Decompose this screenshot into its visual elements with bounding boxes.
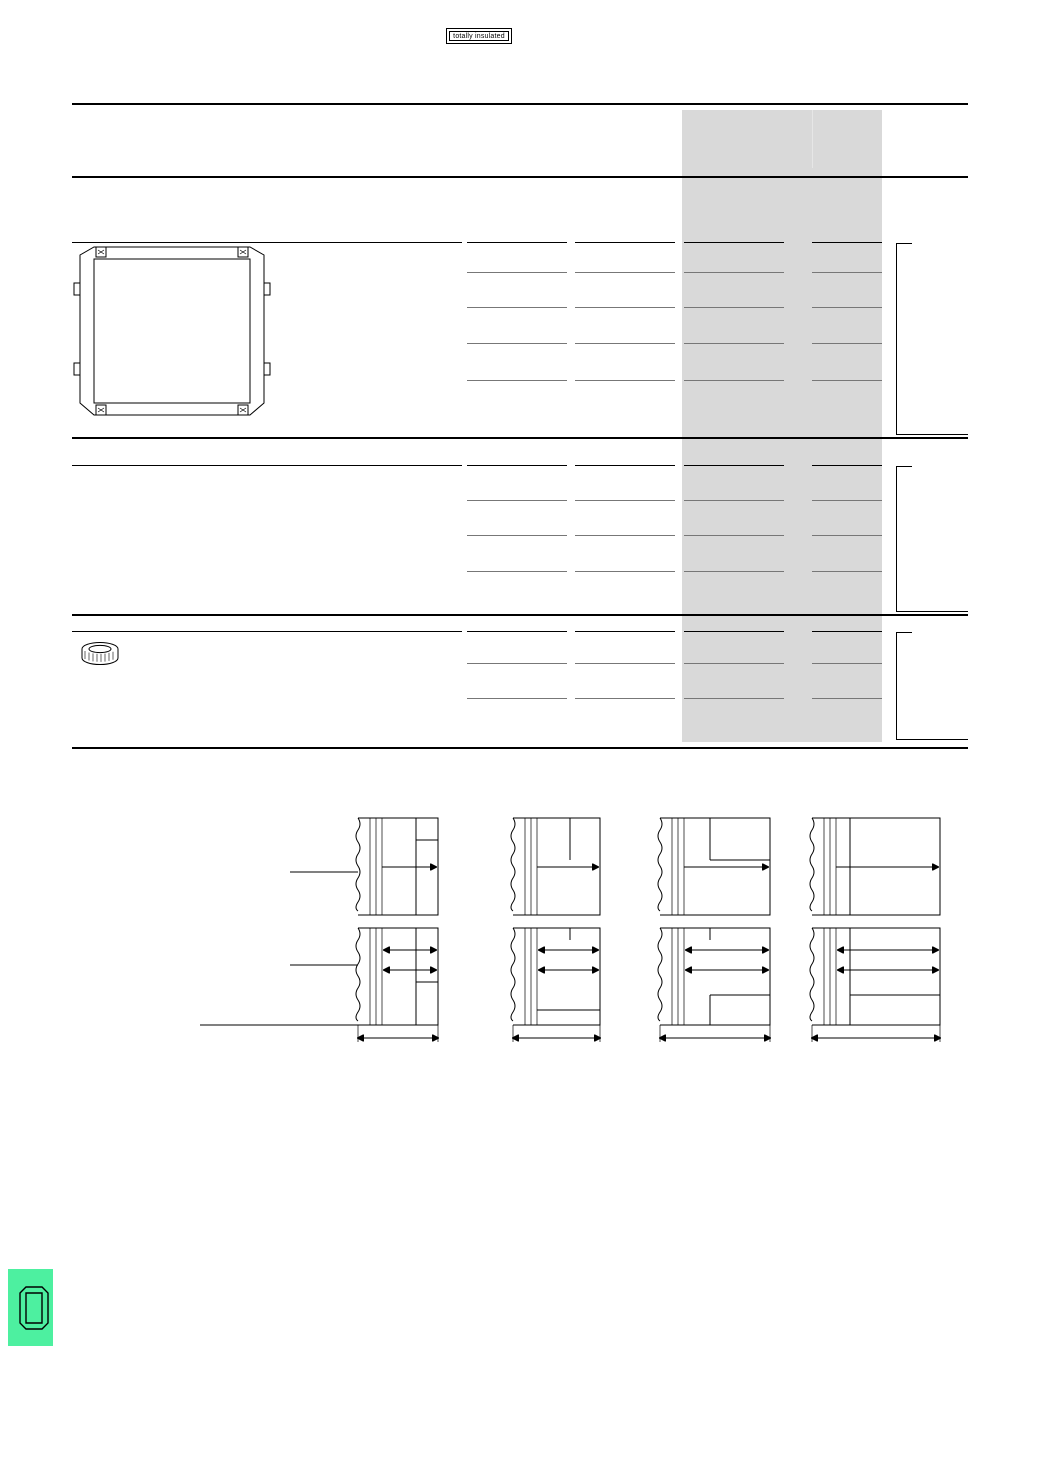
table-row [684,500,784,501]
table-row [684,571,784,572]
section3-bracket [896,632,897,740]
dimension-view-2 [511,818,600,915]
dimension-view-1 [356,818,438,915]
dimension-view-6 [511,928,600,1042]
section2-rule-col3 [684,465,784,466]
table-row [467,307,567,308]
section2-rule-label [72,465,462,466]
rule-header-top [72,103,968,105]
dimension-view-3 [658,818,770,915]
table-row [467,343,567,344]
table-row [812,535,882,536]
table-row [575,343,675,344]
section3-rule-col1 [467,631,567,632]
section2-bracket-top [896,466,912,467]
section2-bracket [896,466,897,612]
highlight-band [682,110,882,742]
section2-bracket-bottom [896,611,968,612]
table-row [812,698,882,699]
table-row [812,663,882,664]
badge-inner-frame [449,31,509,41]
enclosure-drawing [72,243,272,428]
table-row [684,380,784,381]
section2-rule-col4 [812,465,882,466]
dimension-view-5 [356,928,438,1042]
badge-label: totally insulated [453,32,505,40]
table-row [467,272,567,273]
table-row [467,698,567,699]
dimension-view-4 [810,818,940,915]
section1-rule-col2 [575,242,675,243]
rule-header-bottom [72,176,968,178]
section1-rule-col3 [684,242,784,243]
table-row [684,663,784,664]
dimension-view-7 [658,928,770,1042]
section2-rule-col2 [575,465,675,466]
table-row [467,571,567,572]
table-row [467,380,567,381]
table-row [575,500,675,501]
header-column-divider [812,110,813,168]
dimension-drawings [190,810,970,1060]
section1-bracket-bottom [896,434,968,435]
totally-insulated-badge [446,28,512,44]
cable-gland-icon [78,640,122,670]
section2-rule-col1 [467,465,567,466]
table-row [575,698,675,699]
dimension-view-8 [810,928,940,1042]
section3-rule-label [72,631,462,632]
table-row [684,535,784,536]
section-tab [8,1269,53,1346]
section3-rule-top [72,614,968,616]
section2-rule-top [72,437,968,439]
table-row [684,272,784,273]
table-row [575,272,675,273]
table-row [575,663,675,664]
table-row [812,571,882,572]
section3-rule-col2 [575,631,675,632]
table-bottom-rule [72,747,968,749]
table-row [684,307,784,308]
table-row [467,535,567,536]
dimension-callouts [200,872,358,1025]
section3-rule-col3 [684,631,784,632]
table-row [575,380,675,381]
section1-rule-col4 [812,242,882,243]
table-row [812,500,882,501]
section3-bracket-bottom [896,739,968,740]
section1-bracket-top [896,243,912,244]
table-row [812,343,882,344]
table-row [575,535,675,536]
section3-bracket-top [896,632,912,633]
table-row [684,343,784,344]
table-row [575,571,675,572]
table-row [812,272,882,273]
table-row [467,663,567,664]
table-row [684,698,784,699]
table-row [575,307,675,308]
table-row [467,500,567,501]
section3-rule-col4 [812,631,882,632]
section1-bracket [896,243,897,435]
section1-rule-col1 [467,242,567,243]
table-row [812,380,882,381]
table-row [812,307,882,308]
